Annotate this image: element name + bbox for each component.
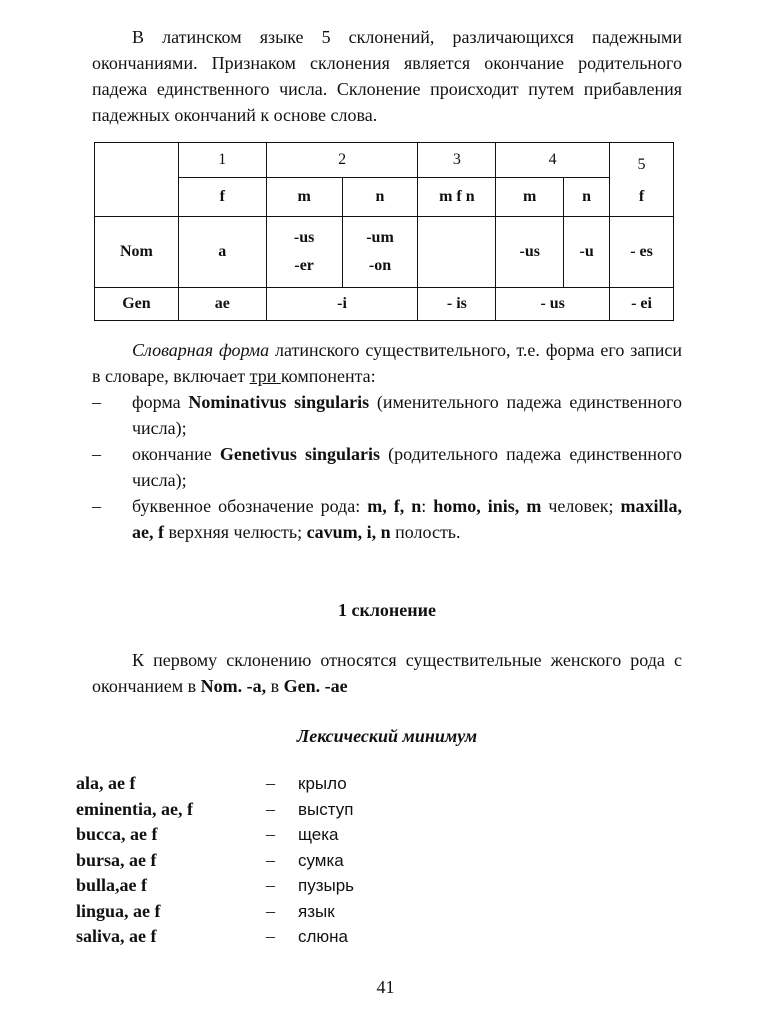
nom-d5: - es — [610, 217, 674, 288]
lexicon-translation: слюна — [298, 927, 349, 946]
list-item — [92, 441, 682, 493]
lexicon-translation: крыло — [298, 774, 347, 793]
table-row-nom — [95, 217, 674, 288]
gen-label: Gen — [95, 288, 179, 321]
nom-d4-m: -us — [496, 217, 564, 288]
dash-mark: – — [92, 444, 101, 464]
decl-4-header: 4 — [496, 143, 610, 178]
lexicon-dash: – — [266, 849, 275, 870]
lexicon-term: lingua, ae f — [76, 900, 161, 921]
gen-d2: -i — [266, 288, 418, 321]
list-item — [76, 873, 682, 899]
gender-d2-m: m — [266, 178, 342, 217]
gender-letters: m, f, n — [367, 496, 422, 516]
lexicon-list — [76, 771, 682, 950]
gender-d4-m: m — [496, 178, 564, 217]
lexicon-dash: – — [266, 900, 275, 921]
example-translation: человек; — [541, 496, 621, 516]
decl-1-header: 1 — [178, 143, 266, 178]
example-term: homo, inis, m — [433, 496, 542, 516]
nom-ending: Nom. -a, — [200, 676, 267, 696]
dictionary-form-term: Словарная форма — [132, 340, 270, 360]
table-row-genders — [95, 178, 674, 217]
nom-d2-n-ending-2: -on — [368, 257, 392, 274]
nom-d3 — [418, 217, 496, 288]
list-item — [76, 899, 682, 925]
list-item-text: (родительного падежа единственного числа); — [132, 444, 682, 490]
lexicon-dash: – — [266, 926, 275, 946]
example-translation: верхняя челюсть; — [163, 522, 307, 542]
example-term: maxilla, ae, f — [132, 496, 682, 542]
list-item-text: (именительного падежа единственного числа); — [132, 392, 682, 438]
dictionary-form-section — [92, 337, 682, 545]
paragraph-text: в — [266, 676, 284, 696]
lexicon-term: eminentia, ae, f — [76, 798, 193, 819]
dictionary-form-paragraph — [92, 337, 682, 389]
gen-d4: - us — [496, 288, 610, 321]
nom-d1: a — [178, 217, 266, 288]
page-content — [76, 24, 682, 950]
list-item-text: : — [421, 496, 434, 516]
lexicon-dash: – — [266, 824, 275, 844]
lexicon-translation: щека — [298, 825, 339, 844]
table-row-gen — [95, 288, 674, 321]
page-number: 41 — [376, 977, 395, 997]
list-item-term: Genetivus singularis — [219, 444, 380, 464]
decl-3-header: 3 — [418, 143, 496, 178]
nom-d2-n-ending-1: -um — [366, 229, 394, 246]
dictionary-form-list — [92, 389, 682, 545]
nom-d2-m — [266, 217, 342, 288]
nom-d2-m-ending-1: -us — [293, 229, 315, 246]
decl-5-gender: f — [638, 187, 645, 205]
nom-d4-n: -u — [564, 217, 610, 288]
gender-d4-n: n — [564, 178, 610, 217]
lexicon-dash: – — [266, 773, 275, 793]
lexicon-translation: язык — [298, 901, 335, 921]
list-item-text: буквенное обозначение рода: — [132, 496, 368, 516]
dictionary-form-text-2: компонента: — [280, 366, 376, 386]
lexicon-title: Лексический минимум — [296, 726, 478, 746]
lexicon-term: bucca, ae f — [76, 824, 158, 844]
gen-d5: - ei — [610, 288, 674, 321]
list-item-term: Nominativus singularis — [188, 392, 370, 412]
gender-d3: m f n — [418, 178, 496, 217]
decl-5-header — [610, 143, 674, 217]
section-title: 1 склонение — [337, 600, 437, 620]
intro-paragraph: В латинском языке 5 склонений, различающихся падежными окончаниями. Признаком склонения является окончание родительного падежа единственного числа. Склонение происходит путем прибавления падежных окончаний к основе слова. — [92, 27, 682, 125]
list-item — [76, 924, 682, 950]
lexicon-term: bulla,ae f — [76, 875, 148, 895]
paragraph-text: К первому склонению относятся существительные женского рода с окончанием в — [92, 650, 682, 696]
nom-d2-m-ending-2: -er — [294, 257, 314, 274]
declension-table — [94, 142, 674, 321]
table-row-declensions — [95, 143, 674, 178]
dash-mark: – — [92, 392, 101, 412]
dash-mark: – — [92, 496, 101, 516]
first-declension-paragraph — [92, 647, 682, 699]
example-translation: полость. — [390, 522, 461, 542]
nom-d2-n — [342, 217, 418, 288]
gender-d2-n: n — [342, 178, 418, 217]
decl-5-number: 5 — [637, 155, 646, 173]
gen-ending: Gen. -ae — [283, 676, 348, 696]
list-item — [92, 389, 682, 441]
decl-2-header: 2 — [266, 143, 418, 178]
lexicon-dash: – — [266, 798, 275, 819]
list-item — [76, 848, 682, 874]
lexicon-translation: выступ — [298, 799, 354, 819]
table-corner-cell — [95, 143, 179, 217]
list-item — [76, 771, 682, 797]
gen-d3: - is — [418, 288, 496, 321]
lexicon-translation: сумка — [298, 850, 344, 870]
dictionary-form-text-1: латинского существительного, т.е. форма его записи в словаре, включает — [92, 340, 682, 386]
gender-d1: f — [178, 178, 266, 217]
nom-label: Nom — [95, 217, 179, 288]
lexicon-term: ala, ae f — [76, 773, 136, 793]
example-term: cavum, i, n — [306, 522, 391, 542]
list-item-text: форма — [132, 392, 189, 412]
list-item — [76, 797, 682, 823]
list-item-text: окончание — [132, 444, 220, 464]
lexicon-term: bursa, ae f — [76, 849, 157, 870]
list-item — [76, 822, 682, 848]
lexicon-dash: – — [266, 875, 275, 895]
lexicon-translation: пузырь — [298, 876, 355, 895]
list-item — [92, 493, 682, 545]
gen-d1: ae — [178, 288, 266, 321]
lexicon-term: saliva, ae f — [76, 926, 157, 946]
dictionary-form-underlined: три — [249, 366, 281, 386]
